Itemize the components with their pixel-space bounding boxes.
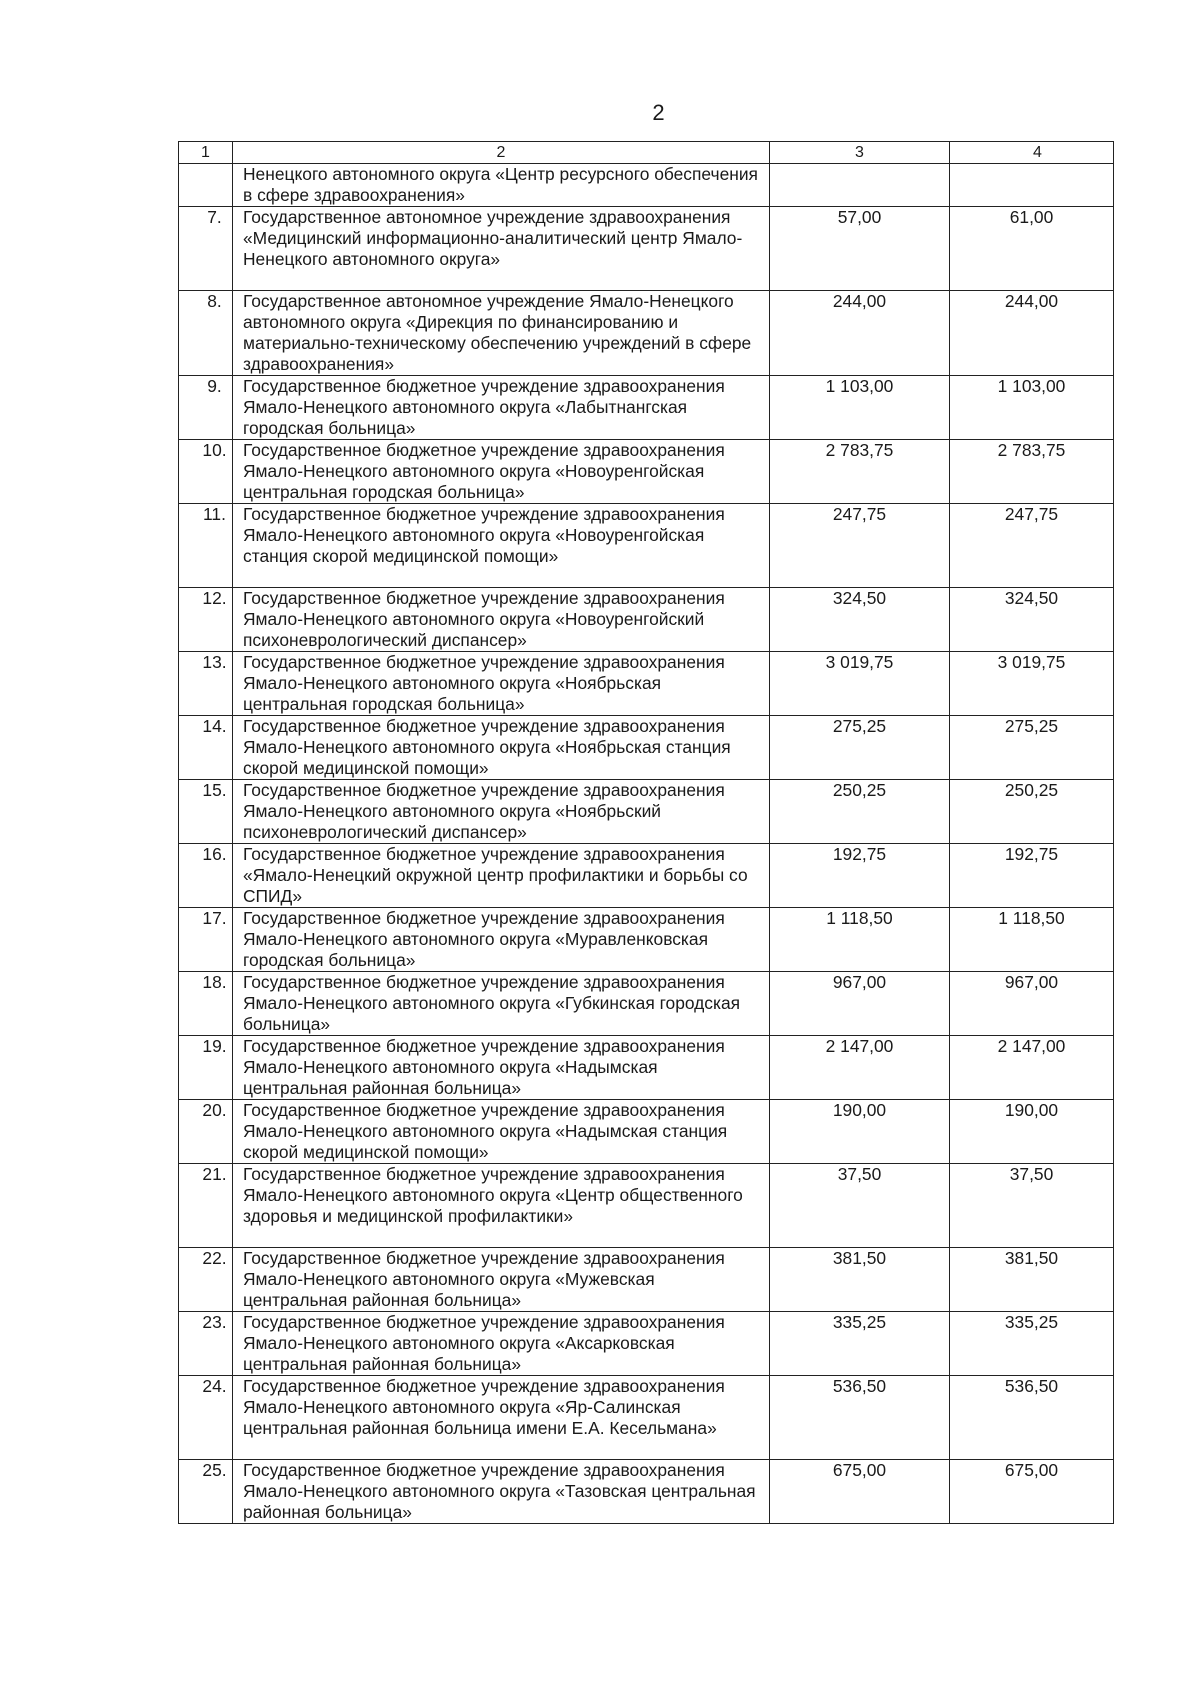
value-col-4: 1 118,50: [950, 908, 1114, 972]
value-col-4: 324,50: [950, 588, 1114, 652]
value-col-4: 967,00: [950, 972, 1114, 1036]
table-row: [179, 972, 1114, 1036]
value-col-4: 536,50: [950, 1376, 1114, 1460]
value-col-4: 2 147,00: [950, 1036, 1114, 1100]
value-col-4: 190,00: [950, 1100, 1114, 1164]
row-number: 19.: [179, 1036, 233, 1100]
institution-name: Ненецкого автономного округа «Центр ресурсного обеспечения в сфере здравоохранения»: [233, 164, 770, 207]
table-header-row: [179, 142, 1114, 164]
row-number: 22.: [179, 1248, 233, 1312]
header-col-4: 4: [950, 142, 1114, 164]
header-col-2: 2: [233, 142, 770, 164]
value-col-4: 675,00: [950, 1460, 1114, 1524]
value-col-4: 1 103,00: [950, 376, 1114, 440]
table-row: [179, 440, 1114, 504]
table-row: [179, 1376, 1114, 1460]
table-row: [179, 1036, 1114, 1100]
institution-name: Государственное бюджетное учреждение здравоохранения Ямало-Ненецкого автономного округа «Новоуренгойская центральная городская больница»: [233, 440, 770, 504]
table-row: [179, 1248, 1114, 1312]
institution-name: Государственное бюджетное учреждение здравоохранения Ямало-Ненецкого автономного округа «Надымская центральная районная больница»: [233, 1036, 770, 1100]
table-row: [179, 908, 1114, 972]
value-col-4: 2 783,75: [950, 440, 1114, 504]
value-col-3: 190,00: [770, 1100, 950, 1164]
row-number: 10.: [179, 440, 233, 504]
institution-name: Государственное бюджетное учреждение здравоохранения Ямало-Ненецкого автономного округа «Муравленковская городская больница»: [233, 908, 770, 972]
value-col-3: 967,00: [770, 972, 950, 1036]
row-number: 17.: [179, 908, 233, 972]
institution-name: Государственное бюджетное учреждение здравоохранения Ямало-Ненецкого автономного округа «Ноябрьская станция скорой медицинской помощи»: [233, 716, 770, 780]
table-row: [179, 504, 1114, 588]
table-row: [179, 1460, 1114, 1524]
institution-name: Государственное бюджетное учреждение здравоохранения Ямало-Ненецкого автономного округа «Лабытнангская городская больница»: [233, 376, 770, 440]
value-col-3: 192,75: [770, 844, 950, 908]
table-row: [179, 207, 1114, 291]
value-col-3: 247,75: [770, 504, 950, 588]
row-number: 16.: [179, 844, 233, 908]
value-col-3: 536,50: [770, 1376, 950, 1460]
table-row: [179, 716, 1114, 780]
table-body: [179, 142, 1114, 1524]
table-row: [179, 164, 1114, 207]
value-col-4: 244,00: [950, 291, 1114, 376]
header-col-1: 1: [179, 142, 233, 164]
value-col-3: 250,25: [770, 780, 950, 844]
row-number: 15.: [179, 780, 233, 844]
table-row: [179, 588, 1114, 652]
value-col-3: 675,00: [770, 1460, 950, 1524]
value-col-3: 335,25: [770, 1312, 950, 1376]
institution-name: Государственное бюджетное учреждение здравоохранения Ямало-Ненецкого автономного округа «Тазовская центральная районная больница»: [233, 1460, 770, 1524]
row-number: 20.: [179, 1100, 233, 1164]
value-col-3: [770, 164, 950, 207]
table-row: [179, 844, 1114, 908]
table-row: [179, 291, 1114, 376]
value-col-3: 57,00: [770, 207, 950, 291]
value-col-3: 37,50: [770, 1164, 950, 1248]
institution-name: Государственное бюджетное учреждение здравоохранения «Ямало-Ненецкий окружной центр профилактики и борьбы со СПИД»: [233, 844, 770, 908]
row-number: 11.: [179, 504, 233, 588]
value-col-4: 37,50: [950, 1164, 1114, 1248]
row-number: 21.: [179, 1164, 233, 1248]
table-row: [179, 1164, 1114, 1248]
value-col-3: 1 103,00: [770, 376, 950, 440]
value-col-3: 275,25: [770, 716, 950, 780]
institution-name: Государственное бюджетное учреждение здравоохранения Ямало-Ненецкого автономного округа «Губкинская городская больница»: [233, 972, 770, 1036]
allocation-table: [178, 141, 1114, 1524]
institution-name: Государственное бюджетное учреждение здравоохранения Ямало-Ненецкого автономного округа «Яр-Салинская центральная районная больница имени Е.А. Кесельмана»: [233, 1376, 770, 1460]
page-number: 2: [652, 100, 665, 125]
row-number: 12.: [179, 588, 233, 652]
row-number: 18.: [179, 972, 233, 1036]
institution-name: Государственное бюджетное учреждение здравоохранения Ямало-Ненецкого автономного округа «Новоуренгойская станция скорой медицинской помощи»: [233, 504, 770, 588]
row-number: 23.: [179, 1312, 233, 1376]
value-col-3: 381,50: [770, 1248, 950, 1312]
value-col-4: 3 019,75: [950, 652, 1114, 716]
institution-name: Государственное бюджетное учреждение здравоохранения Ямало-Ненецкого автономного округа «Надымская станция скорой медицинской помощи»: [233, 1100, 770, 1164]
institution-name: Государственное бюджетное учреждение здравоохранения Ямало-Ненецкого автономного округа «Новоуренгойский психоневрологический диспансер»: [233, 588, 770, 652]
row-number: 24.: [179, 1376, 233, 1460]
value-col-4: 247,75: [950, 504, 1114, 588]
table-row: [179, 376, 1114, 440]
value-col-4: 335,25: [950, 1312, 1114, 1376]
institution-name: Государственное бюджетное учреждение здравоохранения Ямало-Ненецкого автономного округа «Аксарковская центральная районная больница»: [233, 1312, 770, 1376]
value-col-3: 1 118,50: [770, 908, 950, 972]
table-row: [179, 652, 1114, 716]
row-number: 9.: [179, 376, 233, 440]
institution-name: Государственное автономное учреждение здравоохранения «Медицинский информационно-аналитический центр Ямало-Ненецкого автономного округа»: [233, 207, 770, 291]
table-row: [179, 1100, 1114, 1164]
value-col-4: 250,25: [950, 780, 1114, 844]
institution-name: Государственное бюджетное учреждение здравоохранения Ямало-Ненецкого автономного округа «Центр общественного здоровья и медицинской профилактики»: [233, 1164, 770, 1248]
row-number: 13.: [179, 652, 233, 716]
value-col-3: 2 147,00: [770, 1036, 950, 1100]
row-number: 14.: [179, 716, 233, 780]
value-col-3: 324,50: [770, 588, 950, 652]
row-number: 25.: [179, 1460, 233, 1524]
row-number: 8.: [179, 291, 233, 376]
value-col-4: 192,75: [950, 844, 1114, 908]
row-number: [179, 164, 233, 207]
value-col-3: 244,00: [770, 291, 950, 376]
institution-name: Государственное автономное учреждение Ямало-Ненецкого автономного округа «Дирекция по финансированию и материально-техническому обеспечению учреждений в сфере здравоохранения»: [233, 291, 770, 376]
value-col-4: [950, 164, 1114, 207]
value-col-4: 381,50: [950, 1248, 1114, 1312]
institution-name: Государственное бюджетное учреждение здравоохранения Ямало-Ненецкого автономного округа «Ноябрьский психоневрологический диспансер»: [233, 780, 770, 844]
value-col-3: 3 019,75: [770, 652, 950, 716]
value-col-3: 2 783,75: [770, 440, 950, 504]
value-col-4: 61,00: [950, 207, 1114, 291]
institution-name: Государственное бюджетное учреждение здравоохранения Ямало-Ненецкого автономного округа «Мужевская центральная районная больница»: [233, 1248, 770, 1312]
value-col-4: 275,25: [950, 716, 1114, 780]
table-row: [179, 1312, 1114, 1376]
row-number: 7.: [179, 207, 233, 291]
table-row: [179, 780, 1114, 844]
institution-name: Государственное бюджетное учреждение здравоохранения Ямало-Ненецкого автономного округа «Ноябрьская центральная городская больница»: [233, 652, 770, 716]
header-col-3: 3: [770, 142, 950, 164]
